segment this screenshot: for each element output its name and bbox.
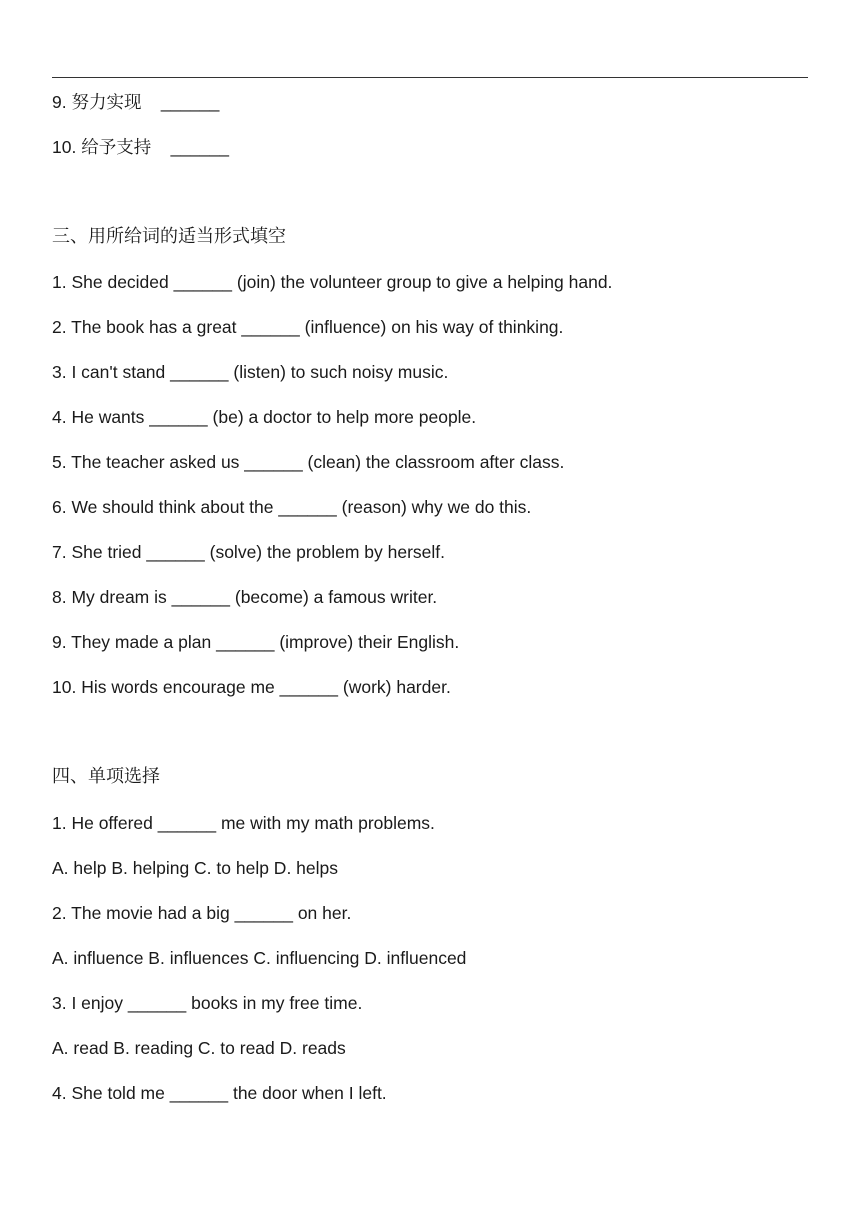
- choice-question-2: 2. The movie had a big ______ on her.: [52, 903, 352, 923]
- fill-blank-item-7: 7. She tried ______ (solve) the problem by herself.: [52, 542, 445, 562]
- choice-options-3: A. read B. reading C. to read D. reads: [52, 1038, 346, 1058]
- fill-blank-item-3: 3. I can't stand ______ (listen) to such noisy music.: [52, 362, 449, 382]
- choice-options-1: A. help B. helping C. to help D. helps: [52, 858, 339, 878]
- section-3-heading: 三、用所给词的适当形式填空: [52, 226, 286, 247]
- choice-question-3: 3. I enjoy ______ books in my free time.: [52, 993, 363, 1013]
- choice-question-4: 4. She told me ______ the door when I left.: [52, 1083, 387, 1103]
- section-4-heading: 四、单项选择: [52, 766, 160, 787]
- fill-blank-item-9: 9. They made a plan ______ (improve) their English.: [52, 632, 460, 652]
- vocab-item-9: 9. 努力实现 ______: [52, 92, 220, 112]
- choice-options-2: A. influence B. influences C. influencing D. influenced: [52, 948, 467, 968]
- fill-blank-item-10: 10. His words encourage me ______ (work) harder.: [52, 677, 451, 697]
- fill-blank-item-4: 4. He wants ______ (be) a doctor to help more people.: [52, 407, 477, 427]
- top-divider-line: [52, 77, 808, 78]
- fill-blank-item-5: 5. The teacher asked us ______ (clean) the classroom after class.: [52, 452, 565, 472]
- fill-blank-item-1: 1. She decided ______ (join) the volunteer group to give a helping hand.: [52, 272, 613, 292]
- fill-blank-item-8: 8. My dream is ______ (become) a famous writer.: [52, 587, 438, 607]
- fill-blank-item-2: 2. The book has a great ______ (influence) on his way of thinking.: [52, 317, 564, 337]
- vocab-item-10: 10. 给予支持 ______: [52, 137, 230, 157]
- fill-blank-item-6: 6. We should think about the ______ (reason) why we do this.: [52, 497, 532, 517]
- choice-question-1: 1. He offered ______ me with my math problems.: [52, 813, 435, 833]
